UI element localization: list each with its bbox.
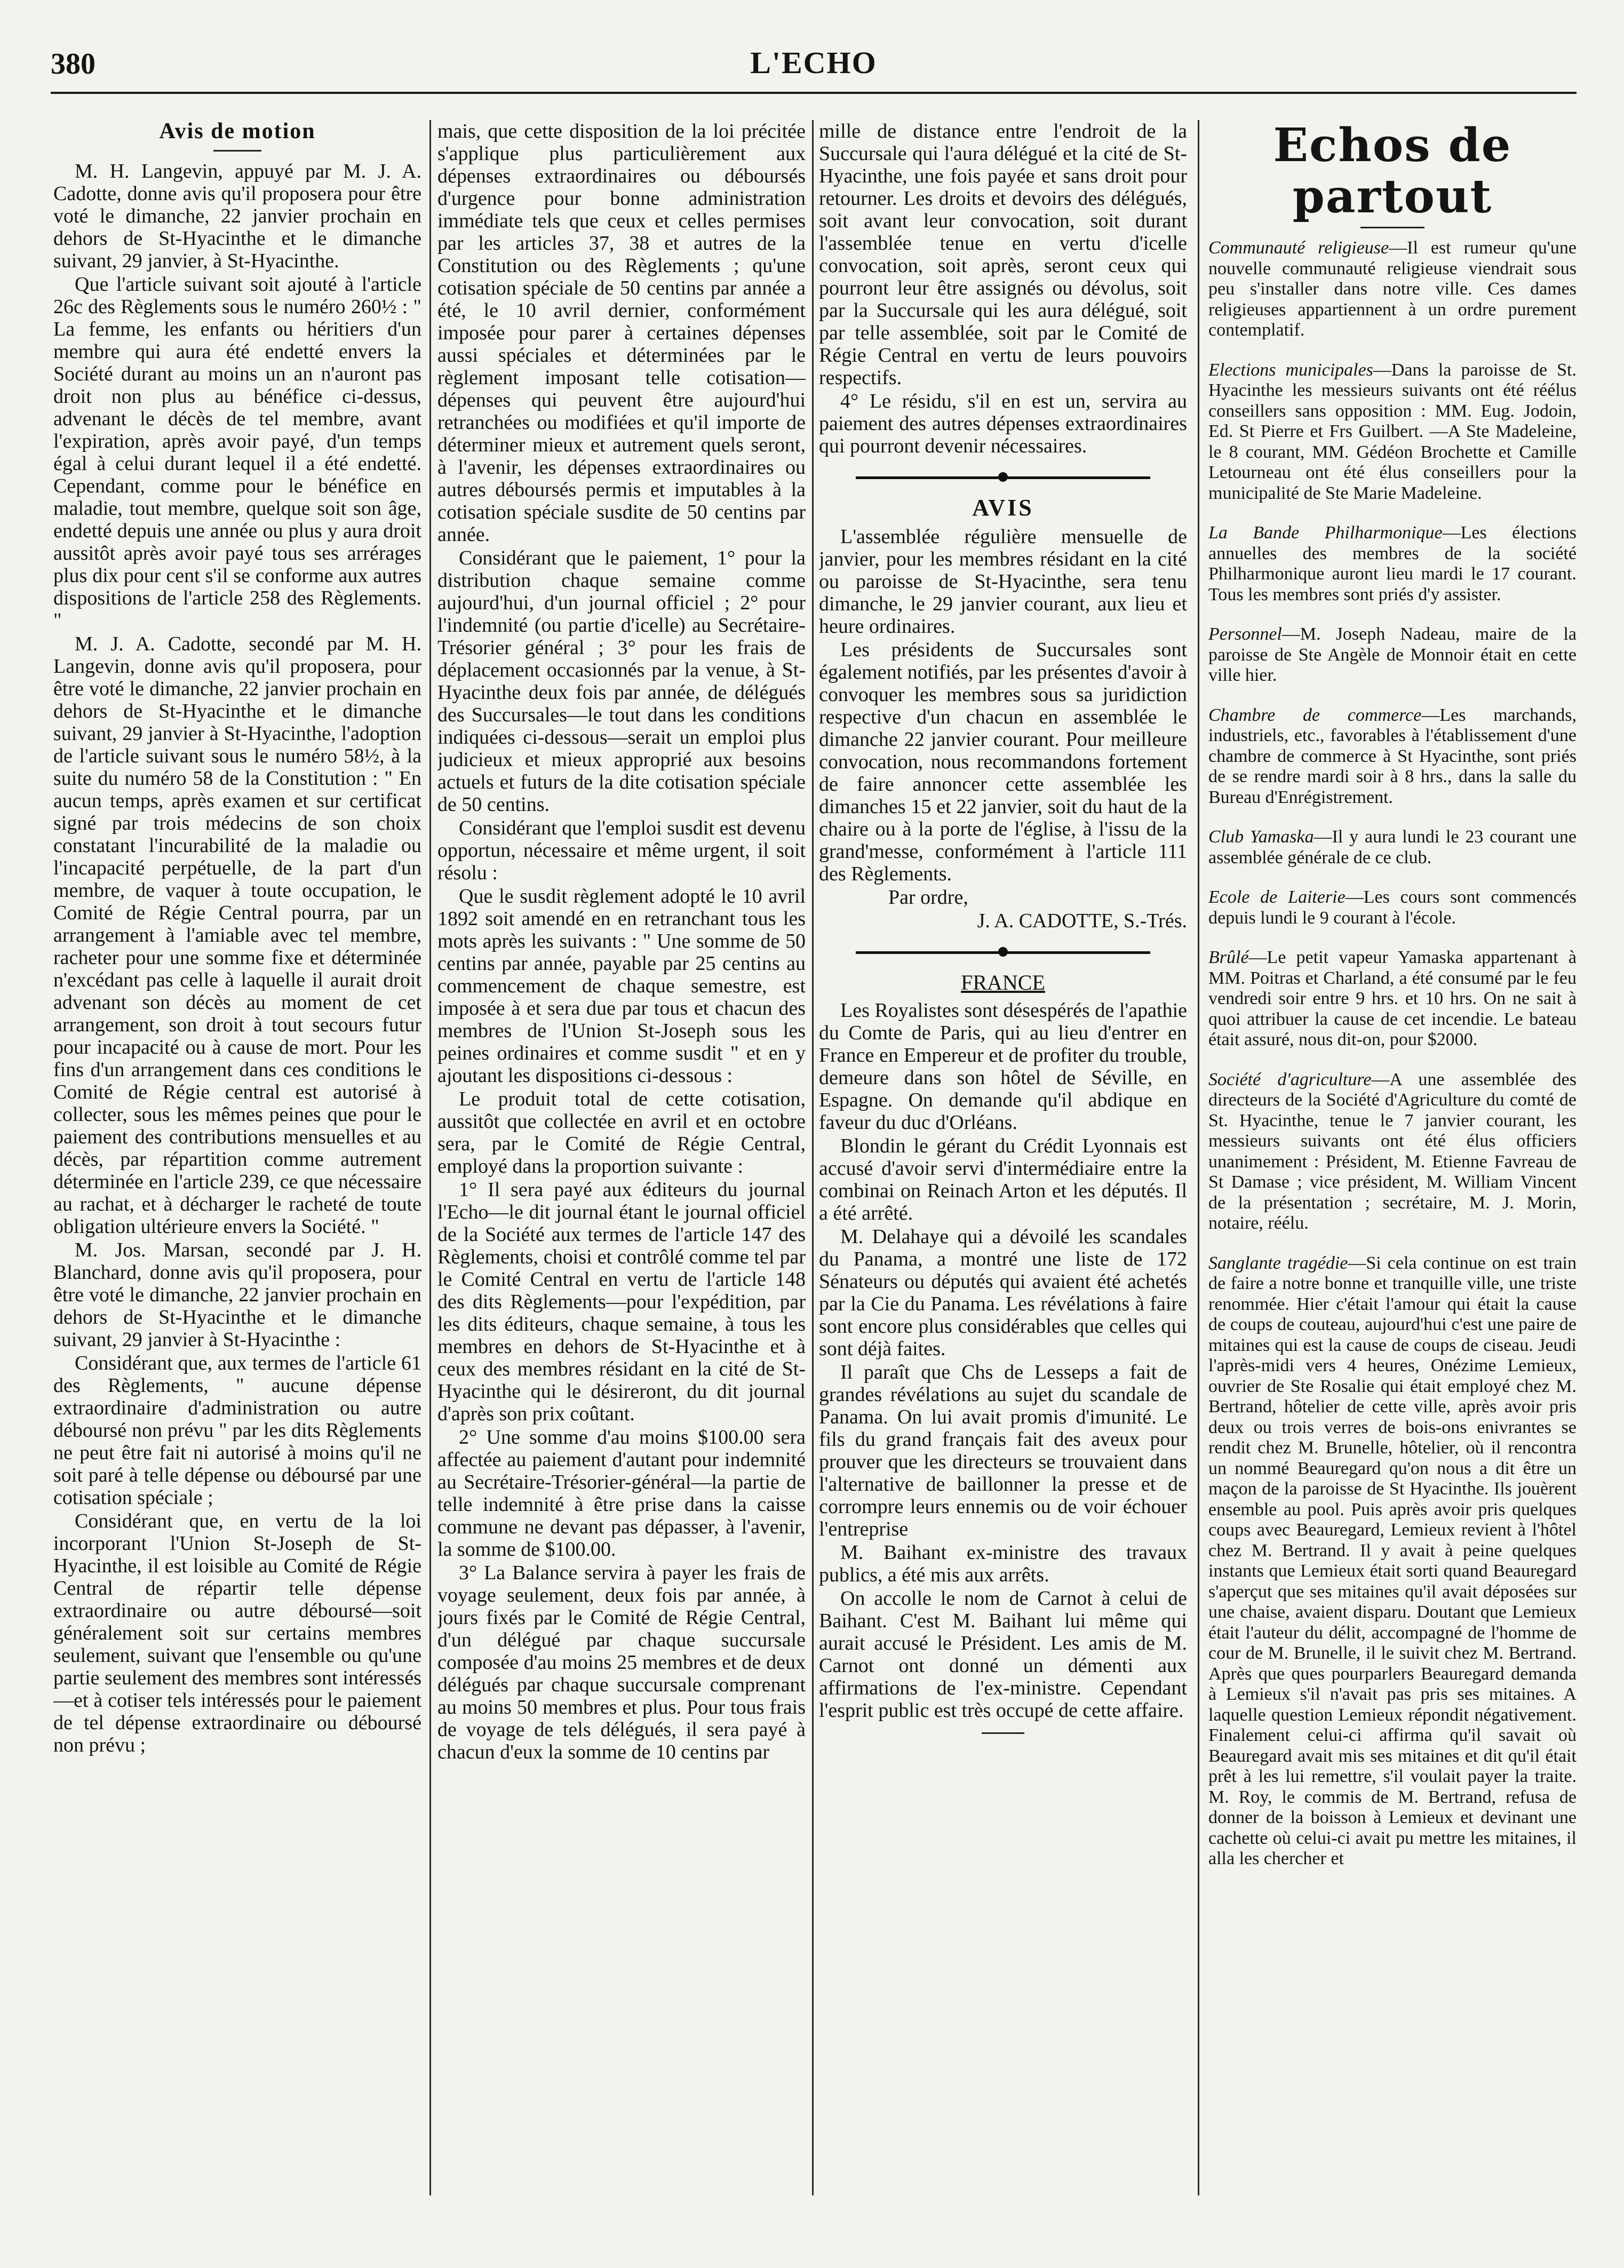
paragraph: M. Jos. Marsan, secondé par J. H. Blanchard, donne avis qu'il proposera, pour être voté le dimanche, 22 janvier prochain en dehors de St-Hyacinthe et le dimanche suivant, 29 janvier à St-Hyacinthe :	[53, 1239, 421, 1351]
paragraph: Considérant que, en vertu de la loi incorporant l'Union St-Joseph de St-Hyacinthe, il est loisible au Comité de Régie Central de répartir telle dépense extraordinaire ou autre déboursé—soit généralement soit sur certains membres seulement, suivant que l'ensemble ou qu'une partie seulement des membres sont intéressés—et à cotiser tels intéressés pour le paiement de tel dépense extraordinaire ou déboursé non prévu ;	[53, 1510, 421, 1756]
france-heading: FRANCE	[961, 970, 1045, 994]
paragraph: Le produit total de cette cotisation, aussitôt que collectée en avril et en octobre sera, par le Comité de Régie Central, employé dans la proportion suivante :	[437, 1088, 806, 1177]
item-lead: Chambre de commerce	[1208, 705, 1422, 725]
newspaper-title: L'ECHO	[750, 45, 877, 80]
paragraph: mille de distance entre l'endroit de la Succursale qui l'aura délégué et la cité de St-Hyacinthe, une fois payée et sans droit pour retourner. Les droits et devoirs des délégués, soit avant leur convocation, soit durant l'assemblée tenue en vertu d'icelle convocation, soit après, seront ceux qui pourront leur être assignés ou dévolus, soit par la Succursale qui les aura délégué, soit par telle assemblée, soit par le Comité de Régie Central en vertu de leurs pouvoirs respectifs.	[819, 120, 1187, 389]
news-item	[1208, 1070, 1577, 1234]
header-rule	[51, 92, 1577, 94]
news-item	[1208, 827, 1577, 868]
avis-heading: AVIS	[972, 495, 1034, 521]
heading-rule	[213, 150, 261, 152]
paragraph: Considérant que, aux termes de l'article 61 des Règlements, " aucune dépense extraordinaire d'administration ou autre déboursé non prévu " par les dits Règlements ne peut être fait ni autorisé à moins qu'il ne soit paré à telle dépense ou déboursé par une cotisation spéciale ;	[53, 1352, 421, 1509]
news-item	[1208, 948, 1577, 1051]
paragraph: L'assemblée régulière mensuelle de janvier, pour les membres résidant en la cité ou paroisse de St-Hyacinthe, sera tenu dimanche, le 29 janvier courant, aux lieu et heure ordinaires.	[819, 526, 1187, 638]
news-item	[1208, 1253, 1577, 1869]
echos-title: Echos de partout	[1273, 120, 1512, 224]
paragraph: Que le susdit règlement adopté le 10 avril 1892 soit amendé en en retranchant tous les mots après les suivants : " Une somme de 50 centins par année, payable par 25 centins au commencement de chaque semestre, est imposée à et sera due par tous et chacun des membres de l'Union St-Joseph sous les peines ordinaires et comme susdit " et en y ajoutant les dispositions ci-dessous :	[437, 885, 806, 1087]
item-text: —Le petit vapeur Yamaska appartenant à MM. Poitras et Charland, a été consumé par le feu vendredi soir entre 9 hrs. et 10 hrs. On ne sait à quoi attribuer la cause de cet incendie. Le bateau était assuré, nous dit-on, pour $2000.	[1208, 948, 1577, 1049]
paragraph: 3° La Balance servira à payer les frais de voyage seulement, deux fois par année, à jours fixés par le Comité de Régie Central, d'un délégué par chaque succursale composée d'au moins 25 membres et de deux délégués par chaque succursale comprenant au moins 50 membres et plus. Pour tous frais de voyage de tels délégués, il sera payé à chacun d'eux la somme de 10 centins par	[437, 1562, 806, 1763]
item-text: —Dans la paroisse de St. Hyacinthe les messieurs suivants ont été réélus conseillers sans opposition : MM. Eug. Jodoin, Ed. St Pierre et Frs Guilbert. —A Ste Madeleine, le 8 courant, MM. Gédéon Brochette et Camille Letourneau ont été élus conseillers pour la municipalité de Ste Marie Madeleine.	[1208, 360, 1577, 503]
paragraph: 1° Il sera payé aux éditeurs du journal l'Echo—le dit journal étant le journal officiel de la Société aux termes de l'article 147 des Règlements, choisi et contrôlé comme tel par le Comité Central en vertu de l'article 148 des dits Règlements—pour l'expédition, par les dits éditeurs, chaque semaine, à tous les membres en dehors de St-Hyacinthe et à ceux des membres résidant en la cité de St-Hyacinthe qui le désireront, du dit journal d'après son prix coûtant.	[437, 1179, 806, 1425]
item-lead: Communauté religieuse	[1208, 238, 1389, 258]
item-text: —M. Joseph Nadeau, maire de la paroisse de Ste Angèle de Monnoir était en cette ville hier.	[1208, 624, 1577, 685]
item-lead: Brûlé	[1208, 948, 1249, 967]
paragraph: M. Baihant ex-ministre des travaux publics, a été mis aux arrêts.	[819, 1541, 1187, 1586]
paragraph: Blondin le gérant du Crédit Lyonnais est accusé d'avoir servi d'intermédiaire entre la combinai on Reinach Arton et les députés. Il a été arrêté.	[819, 1135, 1187, 1224]
paragraph: Considérant que le paiement, 1° pour la distribution chaque semaine comme aujourd'hui, d'un journal officiel ; 2° pour l'indemnité (ou partie d'icelle) au Secrétaire-Trésorier général ; 3° pour les frais de déplacement occasionnés par la venue, à St-Hyacinthe deux fois par année, de délégués des Succursales—le tout dans les conditions indiquées ci-dessous—serait un emploi plus judicieux et mieux approprié aux besoins actuels et futurs de la dite cotisation spéciale de 50 centins.	[437, 547, 806, 816]
item-lead: Société d'agriculture	[1208, 1069, 1372, 1089]
heading-rule	[1360, 227, 1424, 228]
paragraph: mais, que cette disposition de la loi précitée s'applique plus particulièrement aux dépenses extraordinaires ou déboursés d'urgence pour bonne administration immédiate tels que ceux et celles permises par les articles 37, 38 et autres de la Constitution ou des Règlements ; qu'une cotisation spéciale de 50 centins par année a été, le 10 avril dernier, conformément imposée pour parer à certaines dépenses aussi spéciales et déterminées par le règlement imposant telle cotisation—dépenses qui peuvent être aujourd'hui retranchées ou modifiées et qu'il importe de déterminer mieux et autrement quels seront, à l'avenir, les dépenses extraordinaires ou autres déboursés permis et imputables à la cotisation spéciale susdite de 50 centins par année.	[437, 120, 806, 546]
news-item	[1208, 887, 1577, 928]
news-item	[1208, 523, 1577, 605]
paragraph: Que l'article suivant soit ajouté à l'article 26c des Règlements sous le numéro 260½ : " La femme, les enfants ou héritiers d'un membre qui aura été endetté envers la Société durant au moins un an n'auront pas droit non plus au bénéfice ci-dessus, advenant le décès de tel membre, avant l'expiration, après avoir payé, d'un temps égal à celui durant lequel il a été endetté. Cependant, comme pour le bénéfice en maladie, tout membre, quelque soit son âge, endetté depuis une année ou plus y aura droit aussitôt après avoir payé tous ses arrérages plus dix pour cent s'il se conforme aux autres dispositions de l'article 258 des Règlements. "	[53, 273, 421, 632]
item-text: —Il est rumeur qu'une nouvelle communauté religieuse viendrait sous peu s'installer dans notre ville. Ces dames religieuses appartiennent à un ordre purement contemplatif.	[1208, 238, 1577, 340]
column-divider	[1198, 120, 1199, 2195]
section-heading: Avis de motion	[159, 120, 316, 144]
news-item	[1208, 705, 1577, 808]
column-divider	[812, 120, 814, 2195]
section-ornament	[819, 469, 1187, 485]
page-number: 380	[51, 47, 95, 81]
signature-line: Par ordre,	[888, 886, 968, 909]
paragraph: Les présidents de Succursales sont également notifiés, par les présentes d'avoir à convoquer les membres sous sa juridiction respective d'un chacun en assemblée le dimanche 22 janvier courant. Pour meilleure convocation, nous recommandons fortement de faire annoncer cette assemblée les dimanches 15 et 22 janvier, soit du haut de la chaire ou à la porte de l'église, à l'issu de la grand'messe, conformément à l'article 111 des Règlements.	[819, 639, 1187, 885]
column-avis-france	[819, 120, 1187, 2201]
paragraph: 4° Le résidu, s'il en est un, servira au paiement des autres dépenses extraordinaires qui pourront devenir nécessaires.	[819, 390, 1187, 457]
item-lead: Elections municipales	[1208, 360, 1373, 380]
column-continuation	[437, 120, 806, 2201]
column-divider	[429, 120, 431, 2195]
item-lead: La Bande Philharmonique	[1208, 523, 1443, 543]
news-item	[1208, 624, 1577, 686]
item-lead: Club Yamaska	[1208, 827, 1314, 847]
paragraph: M. Delahaye qui a dévoilé les scandales du Panama, a montré une liste de 172 Sénateurs ou députés qui avaient été achetés par la Cie du Panama. Les révélations à faire sont encore plus considérables que celles qui sont déjà faites.	[819, 1225, 1187, 1360]
paragraph: M. J. A. Cadotte, secondé par M. H. Langevin, donne avis qu'il proposera, pour être voté le dimanche, 22 janvier prochain en dehors de St-Hyacinthe et le dimanche suivant, 29 janvier à St-Hyacinthe, l'adoption de l'article suivant sous le numéro 58½, à la suite du numéro 58 de la Constitution : " En aucun temps, après examen et sur certificat signé par trois médecins de son choix constatant l'incurabilité de la maladie ou l'incapacité perpétuelle, de la part d'un membre, de vaquer à toute occupation, le Comité de Régie Central pourra, par un arrangement à l'amiable avec tel membre, racheter pour une somme fixe et déterminée n'excédant pas celle à laquelle il aurait droit advenant son décès au moment de cet arrangement, son droit à tout secours futur pour incapacité ou à cause de mort. Pour les fins d'un arrangement dans ces conditions le Comité de Régie central est autorisé à collecter, sous les mêmes peines que pour le paiement des contributions mensuelles et au décès, par répartition comme autrement déterminée en l'article 239, ce que nécessaire au rachat, et à décharger le racheté de toute obligation ultérieure envers la Société. "	[53, 633, 421, 1238]
end-rule	[982, 1732, 1024, 1734]
paragraph: Les Royalistes sont désespérés de l'apathie du Comte de Paris, qui au lieu d'entrer en France en Empereur et de profiter du trouble, demeure dans son hôtel de Séville, en Espagne. On demande qu'il abdique en faveur du duc d'Orléans.	[819, 999, 1187, 1134]
paragraph: Considérant que l'emploi susdit est devenu opportun, nécessaire et même urgent, il soit résolu :	[437, 817, 806, 884]
item-text: —Les élections annuelles des membres de la société Philharmonique auront lieu mardi le 17 courant. Tous les membres sont priés d'y assister.	[1208, 523, 1577, 604]
item-lead: Sanglante tragédie	[1208, 1253, 1348, 1273]
signature-name: J. A. CADOTTE, S.-Trés.	[977, 910, 1187, 932]
column-avis-de-motion	[53, 120, 421, 2201]
page-header	[51, 42, 1577, 90]
item-text: —Il y aura lundi le 23 courant une assemblée générale de ce club.	[1208, 827, 1577, 868]
section-ornament	[819, 944, 1187, 960]
column-echos-de-partout	[1208, 120, 1577, 2201]
item-text: —Si cela continue on est train de faire a notre bonne et tranquille ville, une triste renommée. Hier c'était l'amour qui était la cause de coups de couteau, aujourd'hui c'est une paire de mitaines qui est la cause de coups de ciseau. Jeudi l'après-midi vers 4 heures, Onézime Lemieux, ouvrier de Ste Rosalie qui était employé chez M. Bertrand, hôtelier de cette ville, après avoir pris deux ou trois verres de bois-ons enivrantes se rendit chez M. Brunelle, hôtelier, où il rencontra un nommé Beauregard qu'on nous a dit être un maçon de la paroisse de St Hyacinthe. Ils jouèrent ensemble au pool. Puis après avoir pris quelques coups avec Beauregard, Lemieux revient à l'hôtel chez M. Bertrand. Il y avait à peine quelques instants que Lemieux était sorti quand Beauregard s'aperçut que ses mitaines qu'il avait déposées sur une chaise, avaient disparu. Doutant que Lemieux était l'auteur du délit, accompagné de l'homme de cour de M. Brunelle, il le suivit chez M. Bertrand. Après que ques pourparlers Beauregard demanda à Lemieux s'il n'avait pas pris ses mitaines. A laquelle question Lemieux répondit négativement. Finalement celui-ci affirma qu'il savait où Beauregard avait mis ses mitaines et dit qu'il était prêt à les lui remettre, s'il voulait payer la traite. M. Roy, le commis de M. Bertrand, refusa de donner de la boisson à Lemieux et devinant une cachette où celui-ci avait pu mettre les mitaines, il alla les chercher et	[1208, 1253, 1577, 1868]
paragraph: M. H. Langevin, appuyé par M. J. A. Cadotte, donne avis qu'il proposera pour être voté le dimanche, 22 janvier prochain en dehors de St-Hyacinthe et le dimanche suivant, 29 janvier, à St-Hyacinthe.	[53, 160, 421, 272]
item-lead: Ecole de Laiterie	[1208, 887, 1346, 907]
item-text: —A une assemblée des directeurs de la Société d'Agriculture du comté de St. Hyacinthe, tenue le 7 janvier courant, les messieurs suivants ont été élus officiers unanimement : Président, M. Etienne Favreau de St Damase ; vice président, M. William Vincent de la présentation ; secrétaire, M. J. Morin, notaire, réélu.	[1208, 1069, 1577, 1233]
paragraph: 2° Une somme d'au moins $100.00 sera affectée au paiement d'autant pour indemnité au Secrétaire-Trésorier-général—la partie de telle indemnité à être prise dans la caisse commune ne devant pas dépasser, à l'avenir, la somme de $100.00.	[437, 1426, 806, 1561]
news-item	[1208, 360, 1577, 504]
paragraph: On accolle le nom de Carnot à celui de Baihant. C'est M. Baihant lui même qui aurait accusé le Président. Les amis de M. Carnot ont donné un démenti aux affirmations de l'ex-ministre. Cependant l'esprit public est très occupé de cette affaire.	[819, 1587, 1187, 1722]
news-item	[1208, 238, 1577, 341]
paragraph: Il paraît que Chs de Lesseps a fait de grandes révélations au sujet du scandale de Panama. On lui avait promis d'imunité. Le fils du grand français fait des aveux pour prouver que les directeurs se trouvaient dans l'alternative de baillonner la presse et de corrompre leurs ennemis ou de voir échouer l'entreprise	[819, 1361, 1187, 1540]
item-lead: Personnel	[1208, 624, 1282, 644]
item-text: —Les marchands, industriels, etc., favorables à l'établissement d'une chambre de commerce à St Hyacinthe, sont priés de se rendre mardi soir à 8 hrs., dans la salle du Bureau d'Enrégistrement.	[1208, 705, 1577, 807]
item-text: —Les cours sont commencés depuis lundi le 9 courant à l'école.	[1208, 887, 1577, 928]
